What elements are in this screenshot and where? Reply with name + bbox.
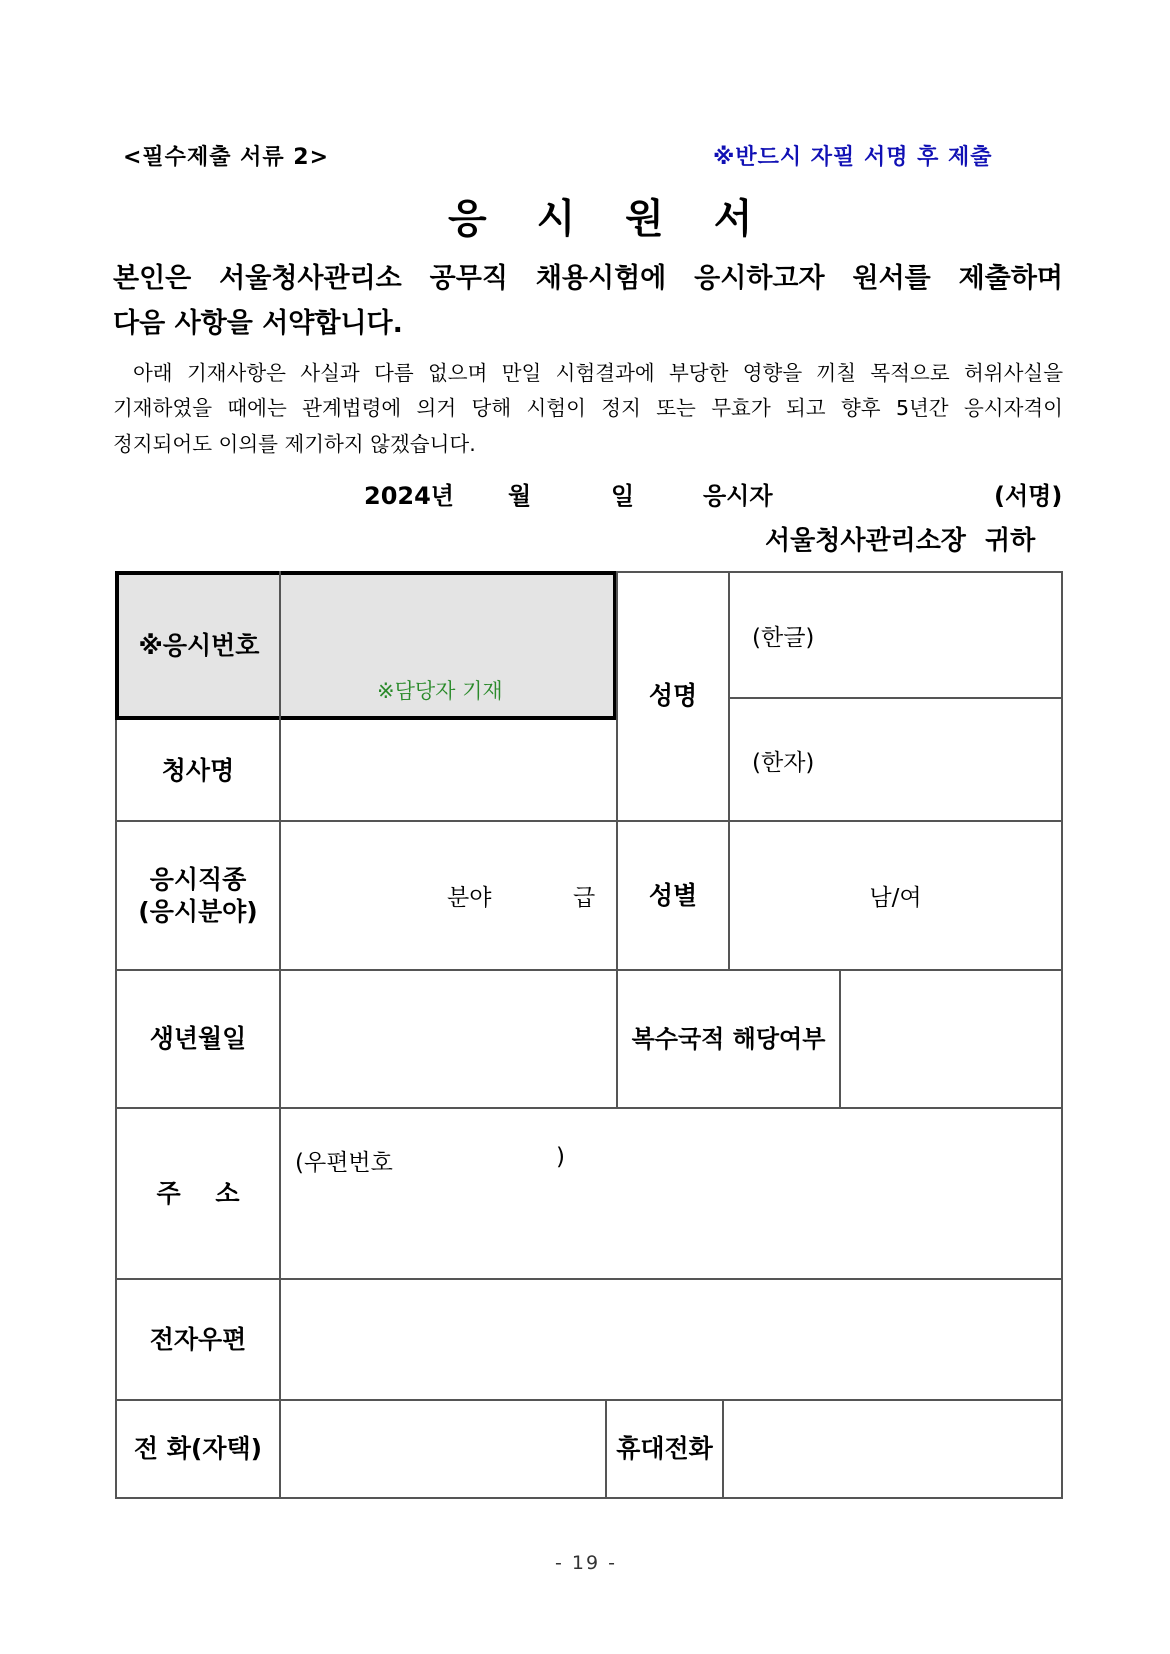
job-type-label [117, 822, 279, 969]
exam-number-note: ※담당자 기재 [377, 679, 503, 703]
table-border-bottom [115, 1497, 1063, 1499]
name-label: 성명 [648, 681, 698, 711]
exam-number-field[interactable] [280, 575, 613, 716]
job-type-field[interactable] [281, 822, 616, 969]
gender-field[interactable] [730, 822, 1061, 969]
building-name-field[interactable] [281, 722, 616, 820]
postal-code-close: ) [556, 1144, 565, 1170]
dual-nationality-label: 복수국적 해당여부 [631, 1025, 826, 1053]
addressee: 서울청사관리소장 귀하 [765, 526, 1036, 556]
page-title: 응 시 원 서 [448, 196, 753, 242]
mobile-phone-field[interactable] [724, 1401, 1061, 1497]
home-phone-field[interactable] [281, 1401, 605, 1497]
pledge-line-1: 본인은 서울청사관리소 공무직 채용시험에 응시하고자 원서를 제출하며 [113, 263, 1063, 294]
name-korean-hint: (한글) [752, 625, 815, 651]
job-type-label-line2: (응시분야) [138, 896, 258, 926]
job-type-label-line1: 응시직종 [149, 865, 247, 895]
statement-line-3: 정지되어도 이의를 제기하지 않겠습니다. [113, 432, 476, 456]
page-number: - 19 - [555, 1552, 617, 1574]
postal-code-hint: (우편번호 [295, 1150, 393, 1176]
name-hanja-field[interactable] [730, 699, 1061, 820]
table-border-right [1061, 571, 1063, 1499]
statement-line-1: 아래 기재사항은 사실과 다름 없으며 만일 시험결과에 부당한 영향을 끼칠 목적으로 허위사실을 [133, 361, 1063, 385]
birth-date-field[interactable] [281, 971, 616, 1107]
signature-field[interactable]: (서명) [994, 482, 1063, 510]
document-label: <필수제출 서류 2> [123, 145, 330, 170]
gender-label: 성별 [648, 880, 698, 910]
email-field[interactable] [281, 1280, 1061, 1399]
date-year: 2024년 [364, 482, 454, 510]
name-korean-field[interactable] [730, 572, 1061, 697]
mobile-phone-label: 휴대전화 [616, 1434, 713, 1464]
address-label: 주 소 [156, 1178, 240, 1208]
name-hanja-hint: (한자) [752, 750, 815, 776]
exam-number-label: ※응시번호 [138, 630, 260, 660]
gender-options: 남/여 [869, 885, 922, 911]
email-label: 전자우편 [149, 1324, 247, 1354]
job-grade-suffix: 급 [573, 885, 596, 911]
date-day: 일 [611, 482, 635, 510]
building-name-label: 청사명 [161, 756, 235, 786]
address-field[interactable] [281, 1109, 1061, 1278]
pledge-line-2: 다음 사항을 서약합니다. [113, 308, 403, 339]
applicant-label: 응시자 [703, 482, 773, 510]
statement-line-2: 기재하였을 때에는 관계법령에 의거 당해 시험이 정지 또는 무효가 되고 향후 5년간 응시자격이 [113, 396, 1063, 420]
job-field-suffix: 분야 [447, 885, 492, 911]
dual-nationality-field[interactable] [841, 971, 1061, 1107]
signature-notice: ※반드시 자필 서명 후 제출 [713, 145, 993, 170]
date-month: 월 [508, 482, 532, 510]
birth-date-label: 생년월일 [149, 1024, 247, 1054]
home-phone-label: 전 화(자택) [133, 1434, 263, 1464]
